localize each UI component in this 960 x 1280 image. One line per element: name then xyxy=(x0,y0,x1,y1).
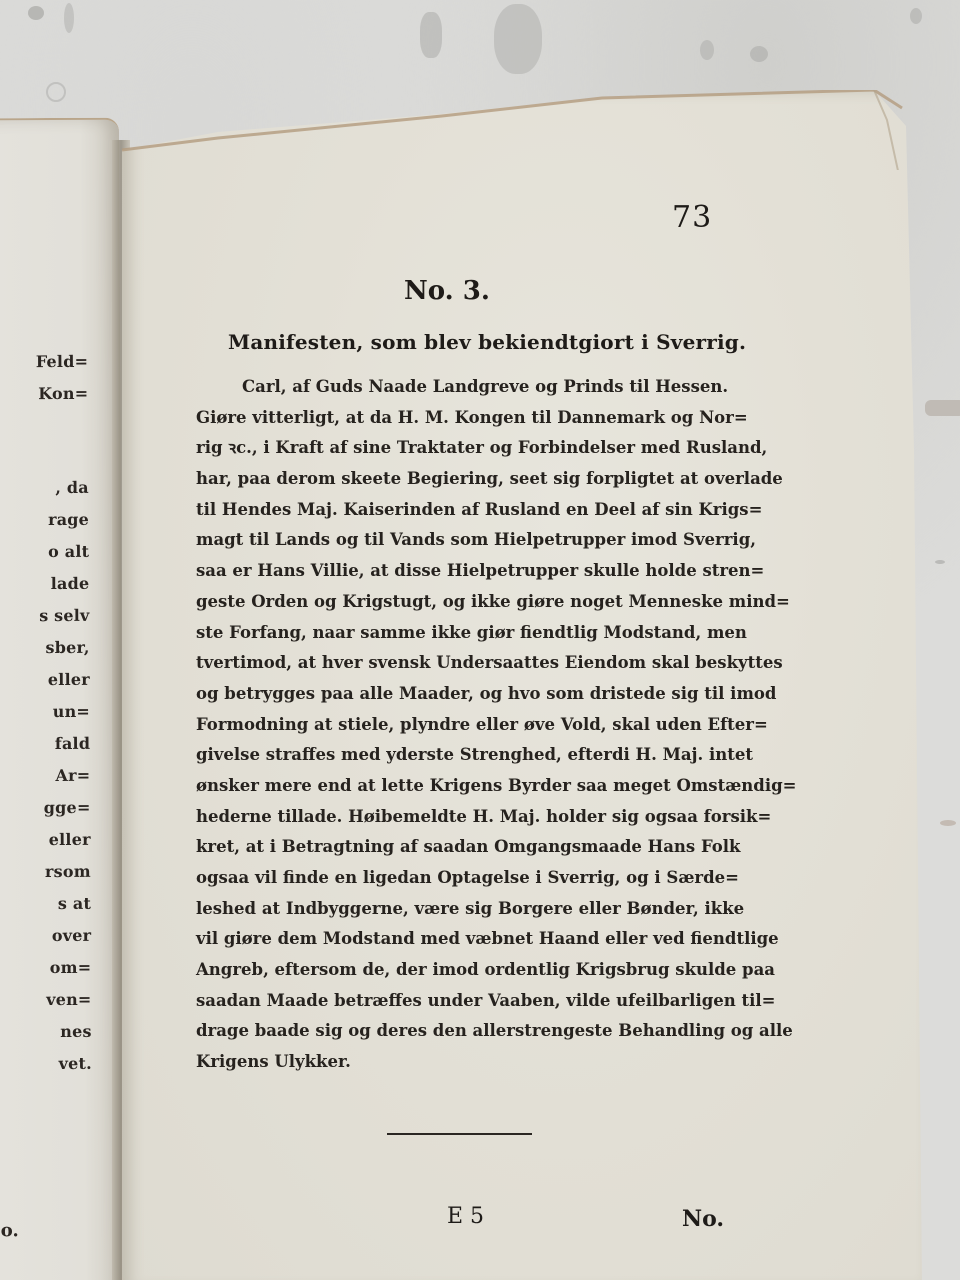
text-line: leshed at Indbyggerne, være sig Borgere eller Bønder, ikke xyxy=(196,898,745,918)
left-page-line-fragment: fald xyxy=(54,733,91,754)
left-page xyxy=(0,118,125,1280)
left-page-line-fragment: Kon= xyxy=(38,383,89,404)
section-number: No. 3. xyxy=(404,276,490,306)
left-page-line-fragment: Feld= xyxy=(35,351,89,372)
text-line: ogsaa vil finde en ligedan Optagelse i Sverrig, og i Særde= xyxy=(196,868,739,887)
text-line: til Hendes Maj. Kaiserinden af Rusland en Deel af sin Krigs= xyxy=(196,499,763,519)
left-page-line-fragment: vet. xyxy=(58,1053,92,1073)
text-line: ønsker mere end at lette Krigens Byrder saa meget Omstændig= xyxy=(196,775,797,795)
left-page-line-fragment: s selv xyxy=(39,605,90,626)
left-page-line-fragment: over xyxy=(51,925,92,946)
left-page-line-fragment: , da xyxy=(55,477,89,498)
stone-speck xyxy=(910,8,922,24)
text-line: Krigens Ulykker. xyxy=(196,1052,351,1072)
text-line: ste Forfang, naar samme ikke giør fiendtlig Modstand, men xyxy=(196,622,747,642)
stone-speck xyxy=(494,4,542,74)
left-page-line-fragment: lade xyxy=(50,573,90,594)
left-page-line-fragment: om= xyxy=(49,957,92,978)
text-line: Angreb, eftersom de, der imod ordentlig Krigsbrug skulde paa xyxy=(196,960,775,980)
stone-speck xyxy=(420,12,442,58)
stone-speck xyxy=(64,3,74,33)
stone-speck xyxy=(940,820,956,826)
left-page-line-fragment: gge= xyxy=(43,797,91,818)
text-line: Formodning at stiele, plyndre eller øve Vold, skal uden Efter= xyxy=(196,714,768,734)
stone-speck xyxy=(46,82,66,102)
stone-speck xyxy=(750,46,768,62)
text-line: har, paa derom skeete Begiering, seet sig forpligtet at overlade xyxy=(196,469,783,489)
left-page-line-fragment: ven= xyxy=(46,989,92,1010)
stone-speck xyxy=(28,6,44,20)
catchword: No. xyxy=(682,1206,725,1232)
left-page-line-fragment: nes xyxy=(60,1021,92,1041)
left-page-line-fragment: eller xyxy=(47,669,90,690)
text-line: givelse straffes med yderste Strenghed, efterdi H. Maj. intet xyxy=(196,745,754,765)
left-page-line-fragment: o alt xyxy=(48,541,90,562)
section-divider-rule xyxy=(387,1133,532,1135)
manifesto-body xyxy=(196,372,797,1078)
text-line: Giøre vitterligt, at da H. M. Kongen til Dannemark og Nor= xyxy=(196,407,748,427)
text-line: drage baade sig og deres den allerstrengeste Behandling og alle xyxy=(196,1021,793,1041)
text-line: saadan Maade betræffes under Vaaben, vilde ufeilbarligen til= xyxy=(196,990,776,1010)
text-line: hederne tillade. Høibemeldte H. Maj. holder sig ogsaa forsik= xyxy=(196,806,772,826)
text-line: rig ꝛc., i Kraft af sine Traktater og Forbindelser med Rusland, xyxy=(196,438,768,458)
signature-mark: E 5 xyxy=(447,1204,485,1229)
text-line: kret, at i Betragtning af saadan Omgangsmaade Hans Folk xyxy=(196,837,741,857)
stone-speck xyxy=(925,400,960,416)
stone-speck xyxy=(700,40,714,60)
left-page-line-fragment: s at xyxy=(57,893,92,913)
left-page-line-fragment: eller xyxy=(48,829,91,850)
text-line: saa er Hans Villie, at disse Hielpetrupper skulle holde stren= xyxy=(196,561,765,581)
text-line: tvertimod, at hver svensk Undersaattes Eiendom skal beskyttes xyxy=(196,653,783,673)
stone-speck xyxy=(935,560,945,564)
text-line: magt til Lands og til Vands som Hielpetrupper imod Sverrig, xyxy=(196,530,756,550)
text-line: Carl, af Guds Naade Landgreve og Prinds til Hessen. xyxy=(242,377,729,396)
page-number: 73 xyxy=(672,200,713,235)
left-page-line-fragment: rage xyxy=(47,509,90,530)
text-line: geste Orden og Krigstugt, og ikke giøre noget Menneske mind= xyxy=(196,591,790,611)
text-line: vil giøre dem Modstand med væbnet Haand eller ved fiendtlige xyxy=(196,929,779,949)
left-page-line-fragment: sber, xyxy=(45,637,90,658)
text-line: og betrygges paa alle Maader, og hvo som dristede sig til imod xyxy=(196,683,777,703)
left-page-line-fragment: Ar= xyxy=(55,765,91,786)
left-page-catchword: o. xyxy=(0,1220,19,1242)
section-title: Manifesten, som blev bekiendtgiort i Sverrig. xyxy=(228,330,747,354)
left-page-line-fragment: rsom xyxy=(44,861,91,882)
left-page-line-fragment: un= xyxy=(52,701,91,722)
